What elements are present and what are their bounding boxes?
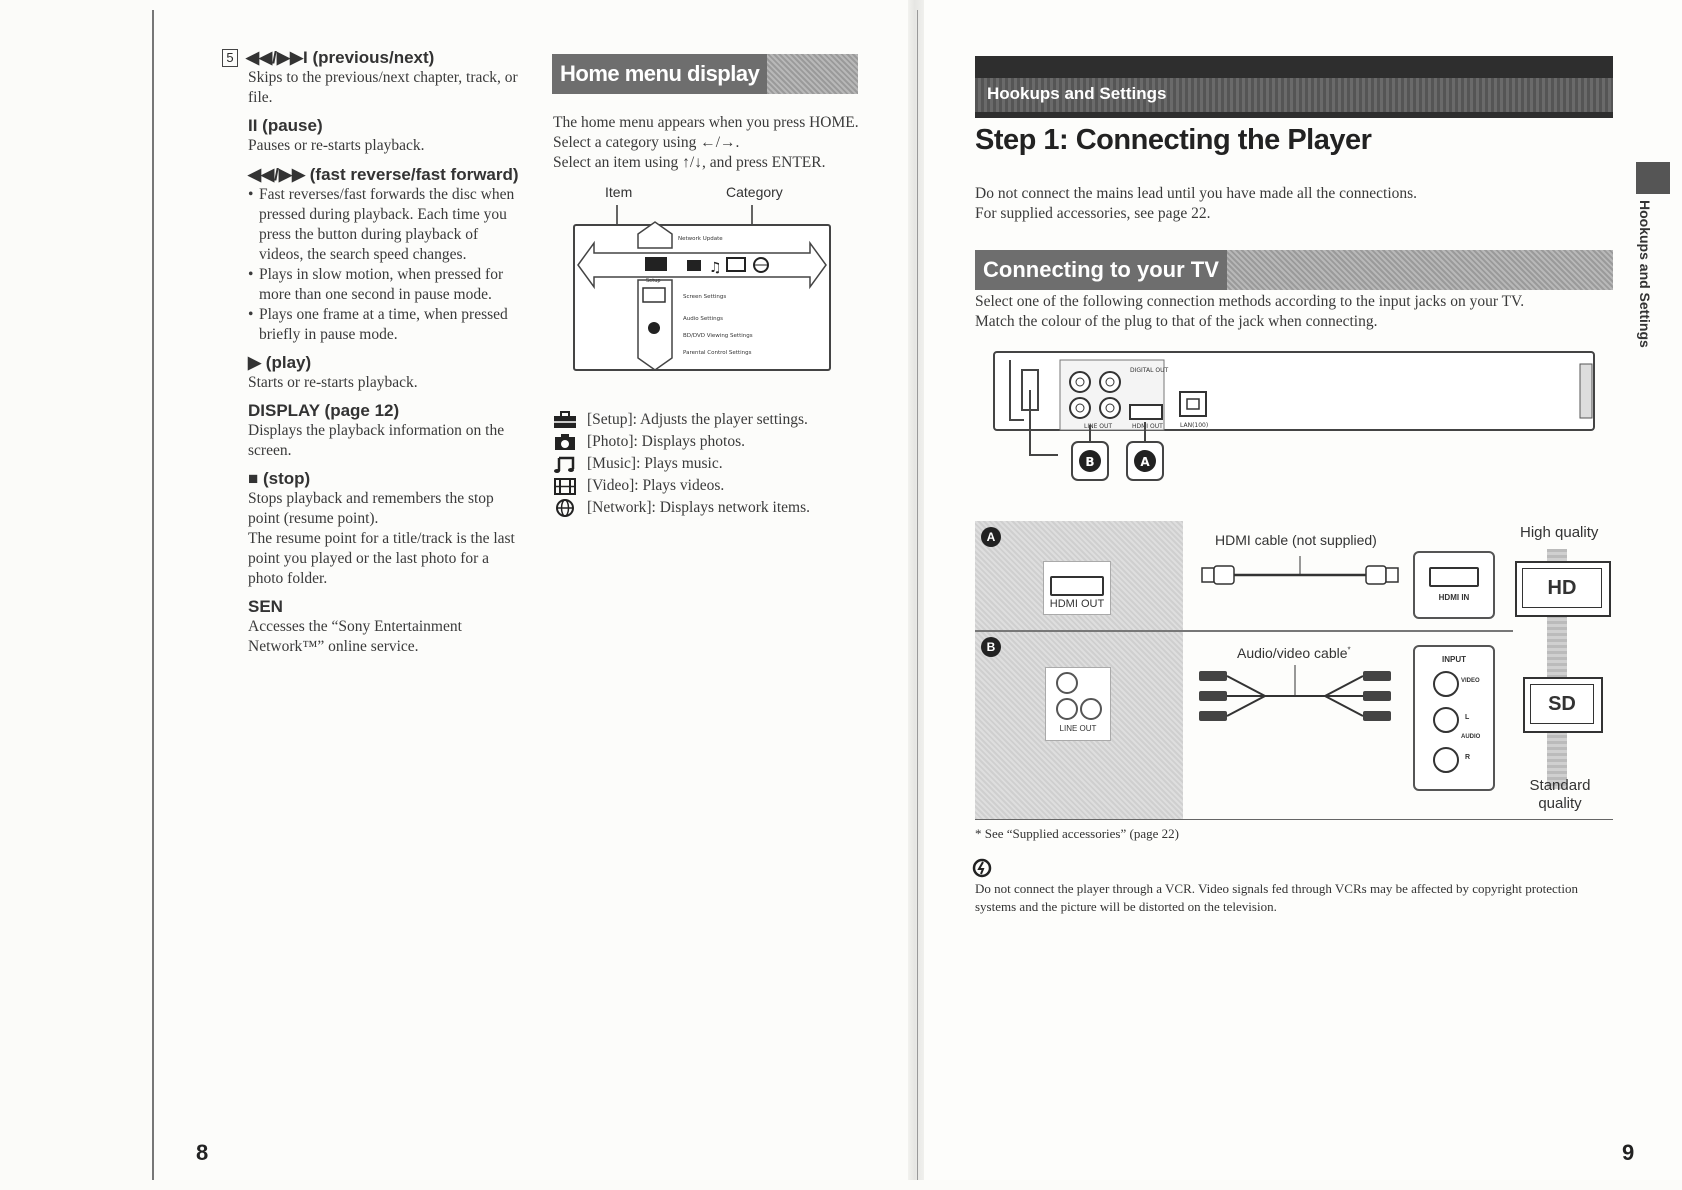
toolbox-icon (553, 411, 577, 429)
home-menu-intro (553, 113, 863, 173)
play-title: ▶ (play) (248, 353, 312, 372)
display-text: Displays the playback information on the screen. (248, 422, 505, 459)
display-title: DISPLAY (page 12) (248, 401, 400, 420)
digital-out-label: DIGITAL OUT (1130, 367, 1169, 374)
film-icon (553, 477, 577, 495)
list-item: • Plays in slow motion, when pressed for more than one second in pause mode. (248, 265, 522, 305)
note-text: Do not connect the player through a VCR. Video signals fed through VCRs may be affected by copyright protection systems and the picture will be distorted on the television. (975, 881, 1578, 914)
l-jack-label: L (1465, 714, 1470, 721)
prev-next-heading (222, 48, 522, 68)
sd-label: SD (1530, 684, 1594, 724)
home-menu-heading: Home menu display (552, 54, 767, 94)
sub-text-2: Match the colour of the plug to that of the jack when connecting. (975, 313, 1378, 330)
menu-item-network-update: Network Update (678, 236, 723, 242)
stop-text-1: Stops playback and remembers the stop point (resume point). (248, 490, 494, 527)
section-banner-text: Hookups and Settings (987, 84, 1167, 103)
category-setup-text: [Setup]: Adjusts the player settings. (587, 411, 808, 428)
player-rear-panel (990, 350, 1600, 490)
video-jack-label: VIDEO (1461, 678, 1480, 684)
fast-bullets (248, 185, 522, 345)
r-jack-label: R (1465, 754, 1471, 761)
hdmi-out-port (1043, 561, 1111, 615)
list-item: • Plays one frame at a time, when pressed briefly in pause mode. (248, 305, 522, 345)
home-menu-diagram (568, 200, 838, 380)
intro-1: Do not connect the mains lead until you have made all the connections. (975, 185, 1418, 202)
subheading: Connecting to your TV (975, 250, 1227, 290)
home-menu-banner (552, 54, 858, 94)
globe-icon (553, 499, 577, 517)
av-input-panel (1413, 645, 1495, 791)
menu-item-screen-settings: Screen Settings (683, 294, 727, 300)
category-network-text: [Network]: Displays network items. (587, 499, 810, 516)
intro (975, 184, 1595, 224)
av-cable-star: * (1347, 645, 1351, 655)
category-network (553, 497, 873, 519)
audio-jack-label: AUDIO (1461, 734, 1481, 740)
line-out-port (1045, 667, 1111, 741)
side-tab-marker (1636, 162, 1670, 194)
music-note-icon (553, 455, 577, 473)
left-column-controls (222, 48, 522, 657)
gutter-line (917, 10, 918, 1180)
page-number-right: 9 (1622, 1140, 1635, 1165)
category-photo-text: [Photo]: Displays photos. (587, 433, 746, 450)
category-photo (553, 431, 873, 453)
subheading-banner (975, 250, 1613, 290)
side-tab (1631, 200, 1675, 350)
hdmi-in-port (1413, 551, 1495, 619)
home-menu-intro-1: The home menu appears when you press HOME. Select a category using ←/→. (553, 114, 859, 151)
fast-title: ◀◀/▶▶ (fast reverse/fast forward) (248, 165, 519, 184)
stop-text-2: The resume point for a title/track is the last point you played or the last photo for a photo folder. (248, 530, 515, 587)
sen-text: Accesses the “Sony Entertainment Network™” online service. (248, 618, 462, 655)
hdmi-cable-icon (1200, 556, 1400, 596)
camera-icon (553, 433, 577, 451)
sd-tv (1523, 677, 1603, 733)
page-number-left: 8 (196, 1140, 209, 1165)
hd-label: HD (1522, 568, 1602, 608)
prev-next-title: ◀◀/▶▶I (previous/next) (246, 48, 435, 67)
line-out-port-label: LINE OUT (1059, 724, 1097, 733)
category-video (553, 475, 873, 497)
sen-title: SEN (248, 597, 283, 616)
hdmi-out-label: HDMI OUT (1049, 598, 1105, 610)
standard-quality-label: Standard quality (1529, 777, 1591, 812)
list-item: • Fast reverses/fast forwards the disc when pressed during playback. Each time you press the button during playback of videos, the search speed changes. (248, 185, 522, 265)
menu-item-parental-settings: Parental Control Settings (683, 350, 752, 356)
footnote: * See “Supplied accessories” (page 22) (975, 826, 1179, 841)
intro-2: For supplied accessories, see page 22. (975, 205, 1211, 222)
connection-diagram (975, 521, 1613, 820)
pause-text: Pauses or re-starts playback. (248, 137, 425, 154)
input-label: INPUT (1442, 655, 1466, 664)
row-b-badge: B (981, 637, 1001, 657)
category-music (553, 453, 873, 475)
line-out-label: LINE OUT (1084, 423, 1113, 430)
hdmi-out-panel-label: HDMI OUT (1132, 423, 1163, 430)
hdmi-in-label: HDMI IN (1438, 593, 1470, 602)
hdmi-cable-label: HDMI cable (not supplied) (1215, 532, 1377, 548)
label-category: Category (726, 184, 783, 200)
left-margin-line (152, 10, 154, 1180)
category-setup (553, 409, 873, 431)
lan-label: LAN(100) (1180, 422, 1209, 429)
connector-b-label: B (1085, 455, 1095, 469)
connector-a-label: A (1140, 455, 1150, 469)
category-video-text: [Video]: Plays videos. (587, 477, 725, 494)
category-list (553, 409, 873, 519)
book-binding (908, 0, 924, 1180)
subheading-text (975, 292, 1605, 332)
sub-text-1: Select one of the following connection methods according to the input jacks on your TV. (975, 293, 1525, 310)
svg-text:♫: ♫ (709, 260, 722, 276)
av-cable-icon (1195, 665, 1395, 735)
menu-item-bd-dvd-settings: BD/DVD Viewing Settings (683, 333, 753, 339)
section-banner (975, 56, 1613, 118)
home-menu-intro-2: Select an item using ↑/↓, and press ENTER. (553, 154, 826, 171)
row-a-badge: A (981, 527, 1001, 547)
play-text: Starts or re-starts playback. (248, 374, 418, 391)
label-item: Item (605, 184, 633, 200)
menu-item-audio-settings: Audio Settings (683, 316, 723, 322)
high-quality-label: High quality (1520, 524, 1599, 541)
side-tab-text: Hookups and Settings (1637, 200, 1653, 348)
stop-title: ■ (stop) (248, 469, 311, 488)
prev-next-text: Skips to the previous/next chapter, track, or file. (248, 69, 518, 106)
menu-item-setup: Setup (646, 278, 661, 284)
av-cable-text: Audio/video cable (1237, 645, 1348, 661)
caution-icon (972, 858, 992, 878)
page-title: Step 1: Connecting the Player (975, 124, 1372, 156)
item-number-box: 5 (222, 49, 238, 67)
av-cable-label (1237, 645, 1351, 661)
hd-tv (1515, 561, 1611, 617)
pause-title: II (pause) (248, 116, 323, 135)
category-music-text: [Music]: Plays music. (587, 455, 723, 472)
